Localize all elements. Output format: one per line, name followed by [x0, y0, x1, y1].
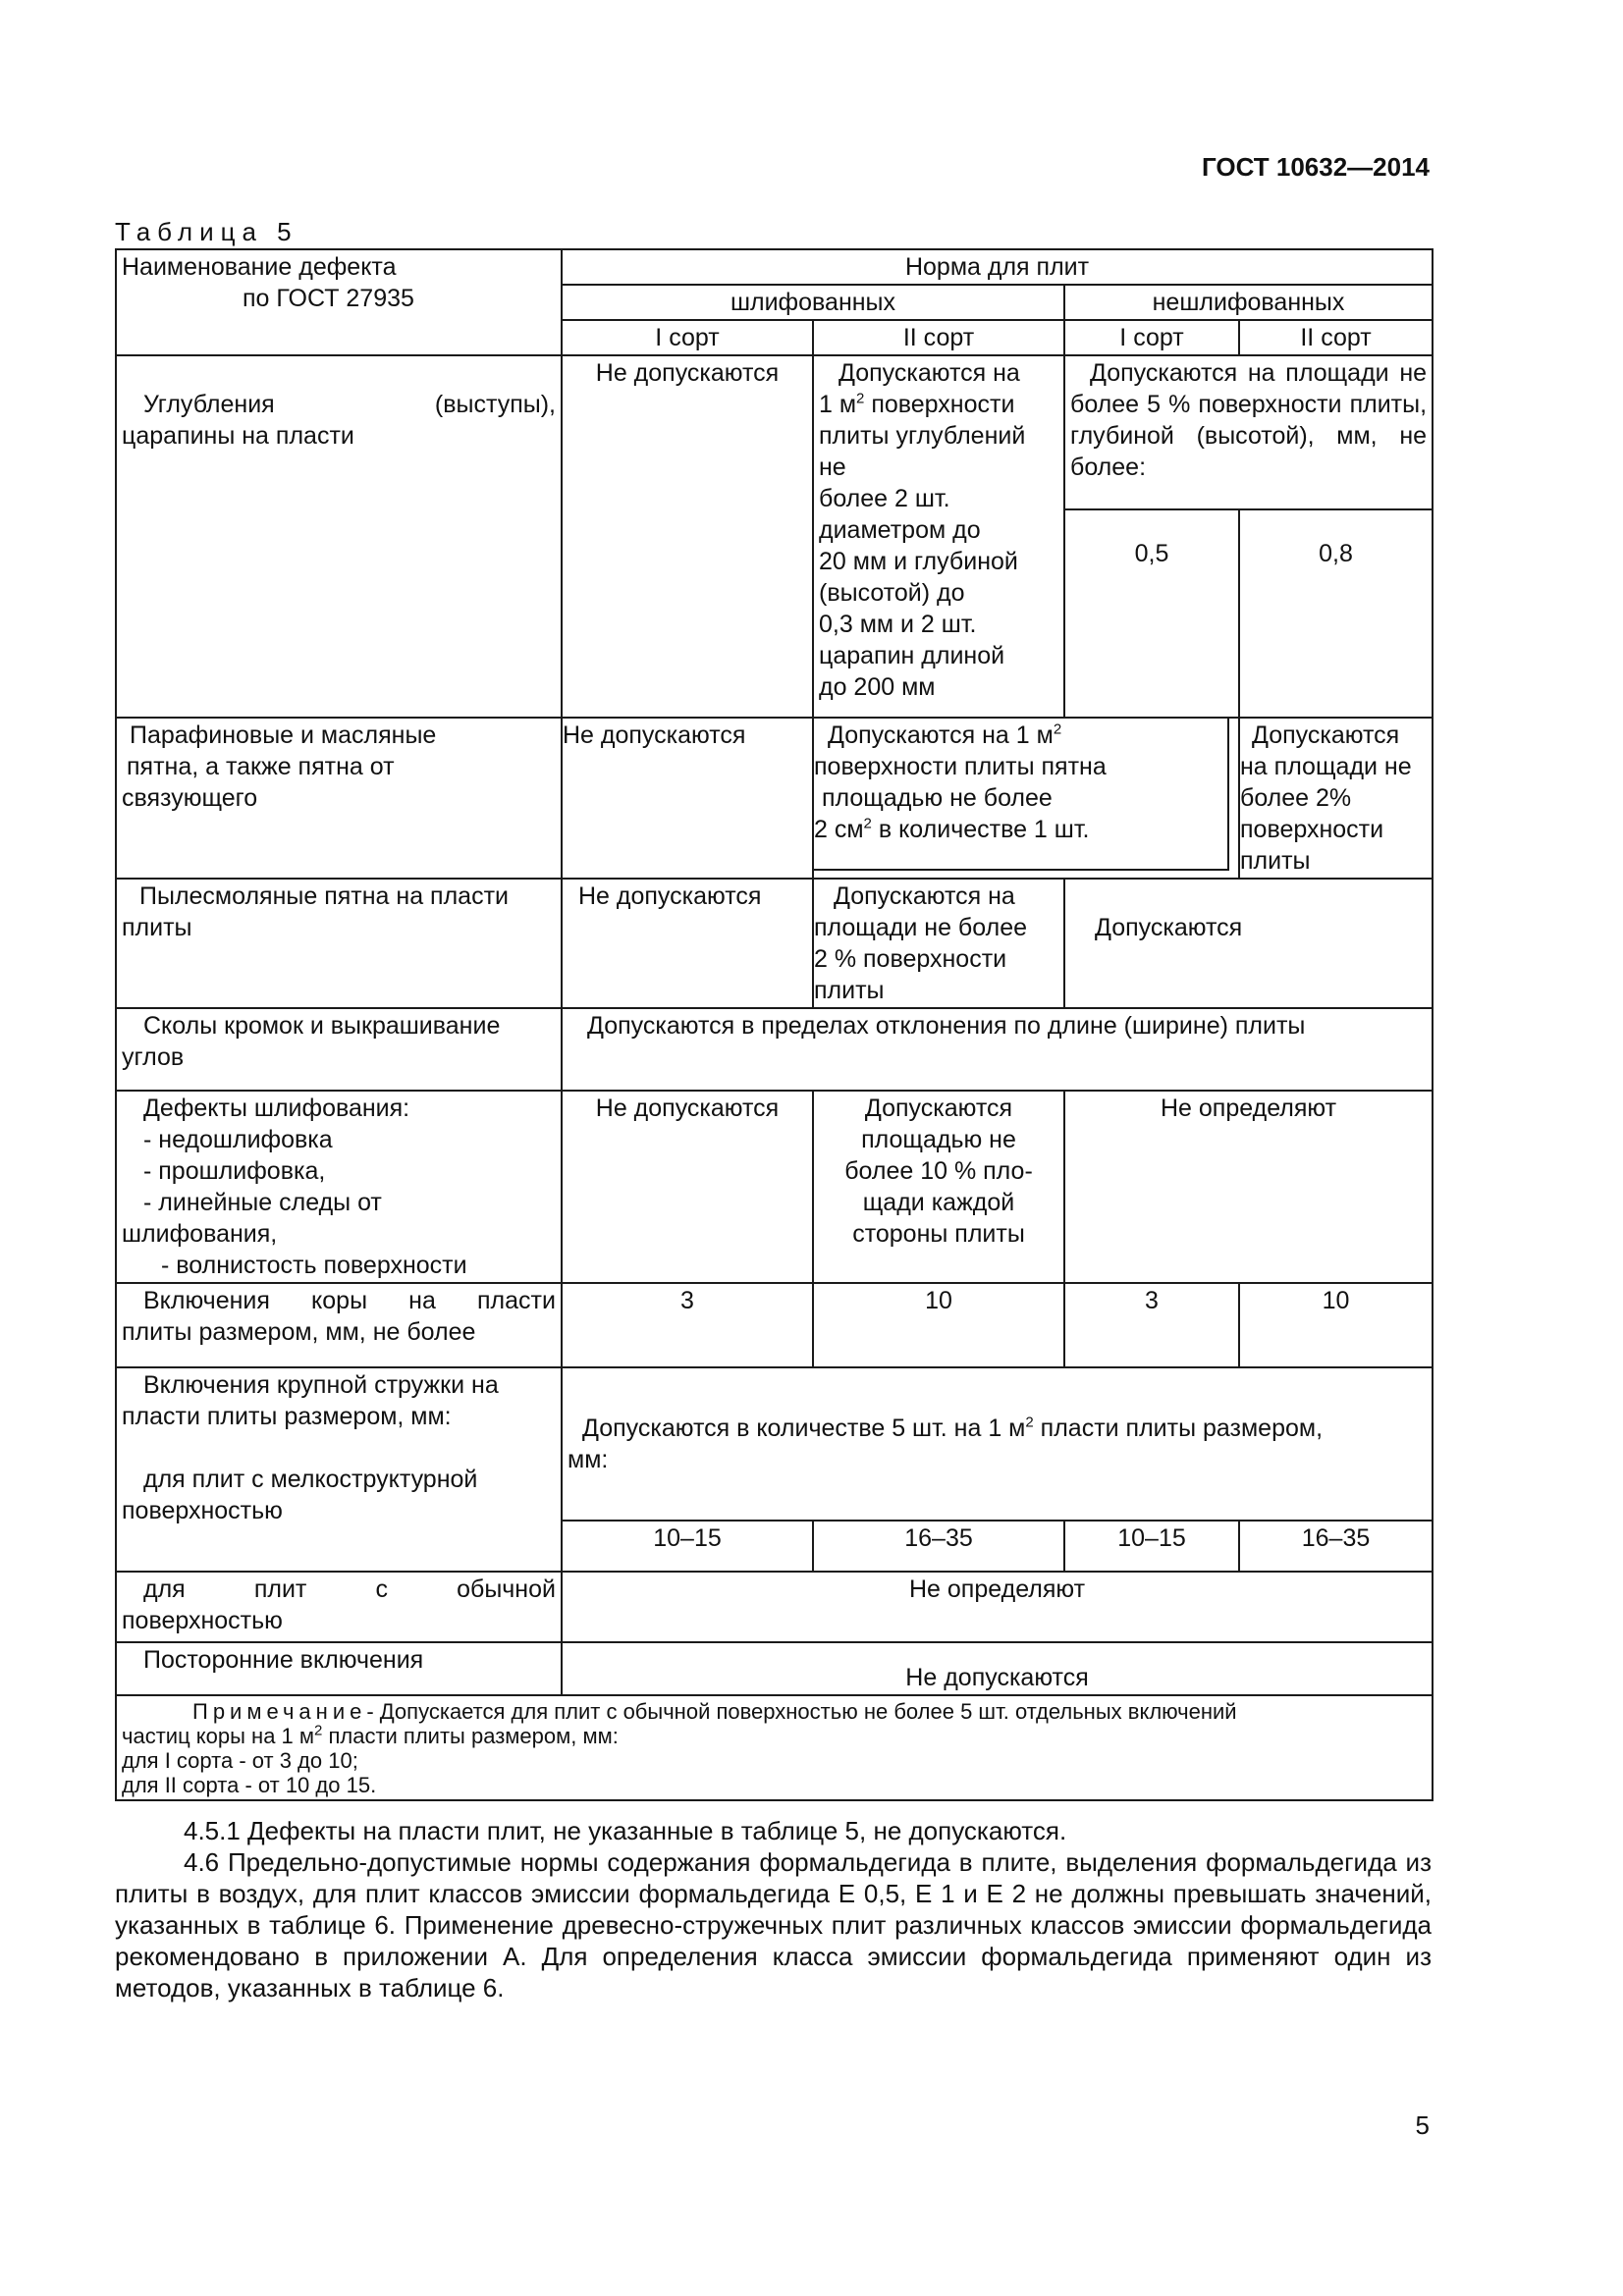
row-sanding-unsanded: Не определяют [1064, 1091, 1433, 1283]
head-unsanded: нешлифованных [1064, 285, 1433, 320]
row-dents [116, 355, 1433, 509]
head-norm: Норма для плит [562, 249, 1433, 285]
row-bark-inclusions [116, 1283, 1433, 1367]
row-sanding-defects [116, 1091, 1433, 1283]
row-large-chips-unsanded-2: 16–35 [1239, 1521, 1433, 1572]
row-dust-name: Пылесмоляные пятна на пласти плиты [116, 879, 562, 1008]
row-dents-unsanded-1: 0,5 [1064, 509, 1239, 718]
defects-table [115, 248, 1434, 1801]
paragraph-4-5-1: 4.5.1 Дефекты на пласти плит, не указанные в таблице 5, не допускаются. [184, 1816, 1067, 1845]
row-paraffin-sanded-1: Не допускаются [562, 718, 813, 879]
row-chips-name: Сколы кромок и выкрашивание углов [116, 1008, 562, 1091]
row-bark-unsanded-2: 10 [1239, 1283, 1433, 1367]
row-paraffin-middle: Допускаются на 1 $м^2$ поверхности плиты пятна площадью не более 2 $см^2$ в количестве 1 шт. [813, 718, 1239, 879]
row-bark-sanded-2: 10 [813, 1283, 1064, 1367]
row-dents-unsanded-text: Допускаются на площади не более 5 % поверхности плиты, глубиной (высотой), мм, не более: [1064, 355, 1433, 509]
table-caption: Таблица 5 [115, 217, 298, 246]
paragraph-4-6: 4.6 Предельно-допустимые нормы содержания формальдегида в плите, выделения формальдегида из плиты в воздух, для плит классов эмиссии формальдегида Е 0,5, Е 1 и Е 2 не должны превышать значений, указанных в таблице 6. Применение древесно-стружечных плит различных классов эмиссии формальдегида рекомендовано в приложении А. Для определения класса эмиссии формальдегида применяют один из методов, указанных в таблице 6. [115, 1847, 1432, 2002]
row-paraffin-unsanded-2: Допускаются на площади не более 2% поверхности плиты [1239, 718, 1433, 879]
row-chips-all: Допускаются в пределах отклонения по длине (ширине) плиты [562, 1008, 1433, 1091]
row-bark-unsanded-1: 3 [1064, 1283, 1239, 1367]
row-bark-sanded-1: 3 [562, 1283, 813, 1367]
row-foreign-inclusions [116, 1642, 1433, 1695]
row-paraffin-name: Парафиновые и масляные пятна, а также пятна от связующего [116, 718, 562, 879]
page-number: 5 [1415, 2110, 1430, 2140]
head-sanded: шлифованных [562, 285, 1064, 320]
row-bark-name: Включения коры на пласти плиты размером, мм, не более [116, 1283, 562, 1367]
head-defect-name: Наименование дефекта по ГОСТ 27935 [116, 249, 562, 355]
head-grade-2-sanded: II сорт [813, 320, 1064, 355]
head-grade-1-sanded: I сорт [562, 320, 813, 355]
row-normal-surface [116, 1572, 1433, 1642]
head-grade-1-unsanded: I сорт [1064, 320, 1239, 355]
row-sanding-sanded-1: Не допускаются [562, 1091, 813, 1283]
table-head-row-1 [116, 249, 1433, 285]
row-dust-unsanded: Допускаются [1064, 879, 1433, 1008]
row-dust-sanded-2: Допускаются на площади не более 2 % поверхности плиты [813, 879, 1064, 1008]
row-large-chips-text: Допускаются в количестве 5 шт. на 1 $м^2$ пласти плиты размером, мм: [562, 1367, 1433, 1521]
row-dents-sanded-2: Допускаются на 1 $м^2$ поверхности плиты углублений не более 2 шт. диаметром до 20 мм и глубиной (высотой) до 0,3 мм и 2 шт. царапин длиной до 200 мм [813, 355, 1064, 718]
row-normal-surface-all: Не определяют [562, 1572, 1433, 1642]
standard-number: ГОСТ 10632—2014 [1202, 152, 1430, 182]
row-large-chips-name: Включения крупной стружки на пласти плиты размером, мм: для плит с мелкоструктурной поверхностью [116, 1367, 562, 1572]
row-dents-sanded-1: Не допускаются [562, 355, 813, 718]
head-grade-2-unsanded: II сорт [1239, 320, 1433, 355]
row-foreign-name: Посторонние включения [116, 1642, 562, 1695]
table-note-row [116, 1695, 1433, 1800]
row-large-chips-unsanded-1: 10–15 [1064, 1521, 1239, 1572]
row-sanding-sanded-2: Допускаются площадью не более 10 % пло- щади каждой стороны плиты [813, 1091, 1064, 1283]
row-foreign-all: Не допускаются [562, 1642, 1433, 1695]
row-dust-sanded-1: Не допускаются [562, 879, 813, 1008]
row-large-chips [116, 1367, 1433, 1521]
body-text [115, 1815, 1432, 2003]
row-large-chips-sanded-2: 16–35 [813, 1521, 1064, 1572]
row-paraffin-stains [116, 718, 1433, 879]
row-dents-unsanded-2: 0,8 [1239, 509, 1433, 718]
table-note: Примечание- Допускается для плит с обычной поверхностью не более 5 шт. отдельных включений частиц коры на 1 $м^2$ пласти плиты размером, мм: для I сорта - от 3 до 10; для II сорта - от 10 до 15. [116, 1695, 1433, 1800]
row-dust-resin-stains [116, 879, 1433, 1008]
row-chips [116, 1008, 1433, 1091]
row-sanding-name: Дефекты шлифования: - недошлифовка - прошлифовка, - линейные следы от шлифования, - волнистость поверхности [116, 1091, 562, 1283]
row-normal-surface-name: для плит с обычной поверхностью [116, 1572, 562, 1642]
row-dents-name: Углубления (выступы), царапины на пласти [116, 355, 562, 718]
row-large-chips-sanded-1: 10–15 [562, 1521, 813, 1572]
